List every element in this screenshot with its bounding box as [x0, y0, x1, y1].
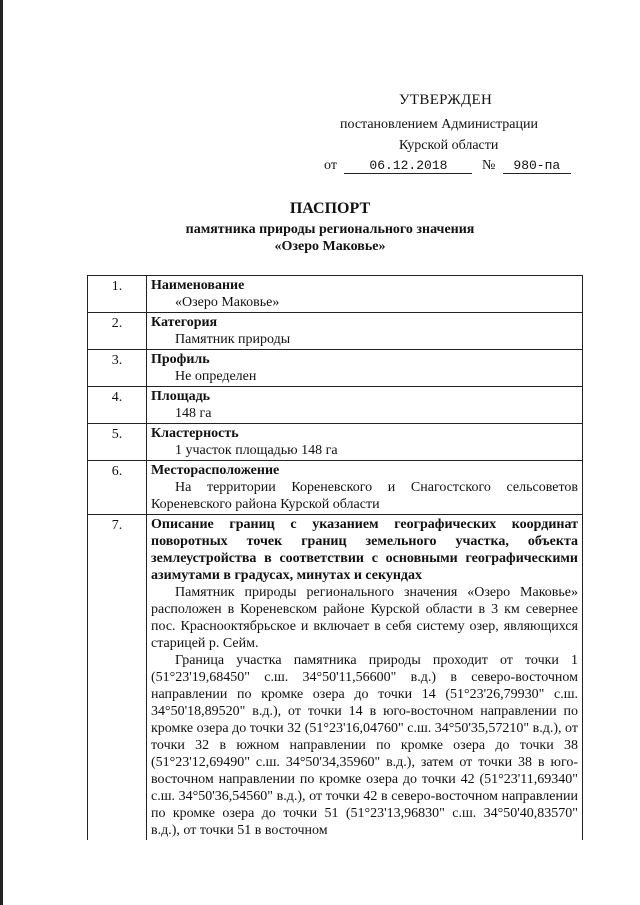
row-value: Не определен [175, 369, 257, 384]
row-label: Месторасположение [151, 463, 280, 478]
table-row [88, 387, 583, 424]
document-title: ПАСПОРТ [289, 200, 371, 217]
table-row [88, 515, 583, 841]
approval-number: 980-па [503, 158, 571, 174]
row-value: На территории Кореневского и Снагостского сельсоветов Кореневского района Курской области [151, 480, 578, 512]
row-cell [147, 387, 583, 424]
row-cell [147, 276, 583, 313]
document-heading [0, 200, 640, 255]
row-number: 6. [88, 461, 147, 515]
table-row [88, 313, 583, 350]
row-label: Площадь [151, 389, 211, 404]
table-row [88, 424, 583, 461]
row-number: 4. [88, 387, 147, 424]
table-row [88, 461, 583, 515]
description-paragraph-1: Памятник природы регионального значения «Озеро Маковье» расположен в Кореневском районе Курской области в 3 км севернее пос. Краснооктябрьское и включает в себя систему озер, являющихся старицей р. Сейм. [151, 585, 578, 651]
page-left-edge [0, 0, 3, 905]
row-label: Профиль [151, 352, 210, 367]
row-label: Категория [151, 315, 218, 330]
row-label: Кластерность [151, 426, 239, 441]
description-paragraph-2: Граница участка памятника природы проходит от точки 1 (51°23'19,68450" с.ш. 34°50'11,56600" в.д.) в северо-восточном направлении по кромке озера до точки 14 (51°23'26,79930" с.ш. 34°50'18,89520" в.д.), от точки 14 в юго-восточном направлении по кромке озера до точки 32 (51°23'16,04760" с.ш. 34°50'35,57210" в.д.), от точки 32 в южном направлении по кромке озера до точки 38 (51°23'12,69490" с.ш. 34°50'34,35960" в.д.), затем от точки 38 в юго-восточном направлении по кромке озера до точки 42 (51°23'11,69340" с.ш. 34°50'36,54560" в.д.), от точки 42 в северо-восточном направлении по кромке озера до точки 51 (51°23'13,96830" с.ш. 34°50'40,83570" в.д.), от точки 51 в восточном [151, 653, 578, 838]
row-cell [147, 515, 583, 841]
passport-table [87, 275, 583, 840]
row-cell [147, 313, 583, 350]
row-cell [147, 350, 583, 387]
row-label: Описание границ с указанием географических координат поворотных точек границ земельного участка, объекта землеустройства в соответствии с основными географическими азимутами в градусах, минутах и секундах [151, 517, 578, 583]
row-number: 7. [88, 515, 147, 841]
approval-title: УТВЕРЖДЕН [399, 92, 493, 108]
approval-line-2: Курской области [399, 138, 499, 153]
number-prefix: № [481, 158, 496, 173]
row-cell [147, 424, 583, 461]
row-label: Наименование [151, 278, 245, 293]
approval-date-line [324, 158, 571, 174]
row-number: 3. [88, 350, 147, 387]
approval-line-1: постановлением Администрации [340, 117, 538, 132]
row-number: 1. [88, 276, 147, 313]
row-value: Памятник природы [175, 332, 291, 347]
row-number: 2. [88, 313, 147, 350]
row-number: 5. [88, 424, 147, 461]
table-row [88, 350, 583, 387]
table-row [88, 276, 583, 313]
row-value: «Озеро Маковье» [175, 295, 280, 310]
document-subtitle-2: «Озеро Маковье» [274, 239, 386, 254]
approval-date: 06.12.2018 [344, 158, 472, 174]
date-prefix: от [324, 158, 337, 173]
row-value: 1 участок площадью 148 га [175, 443, 338, 458]
row-cell [147, 461, 583, 515]
document-subtitle-1: памятника природы регионального значения [185, 222, 475, 237]
row-value: 148 га [175, 406, 212, 421]
